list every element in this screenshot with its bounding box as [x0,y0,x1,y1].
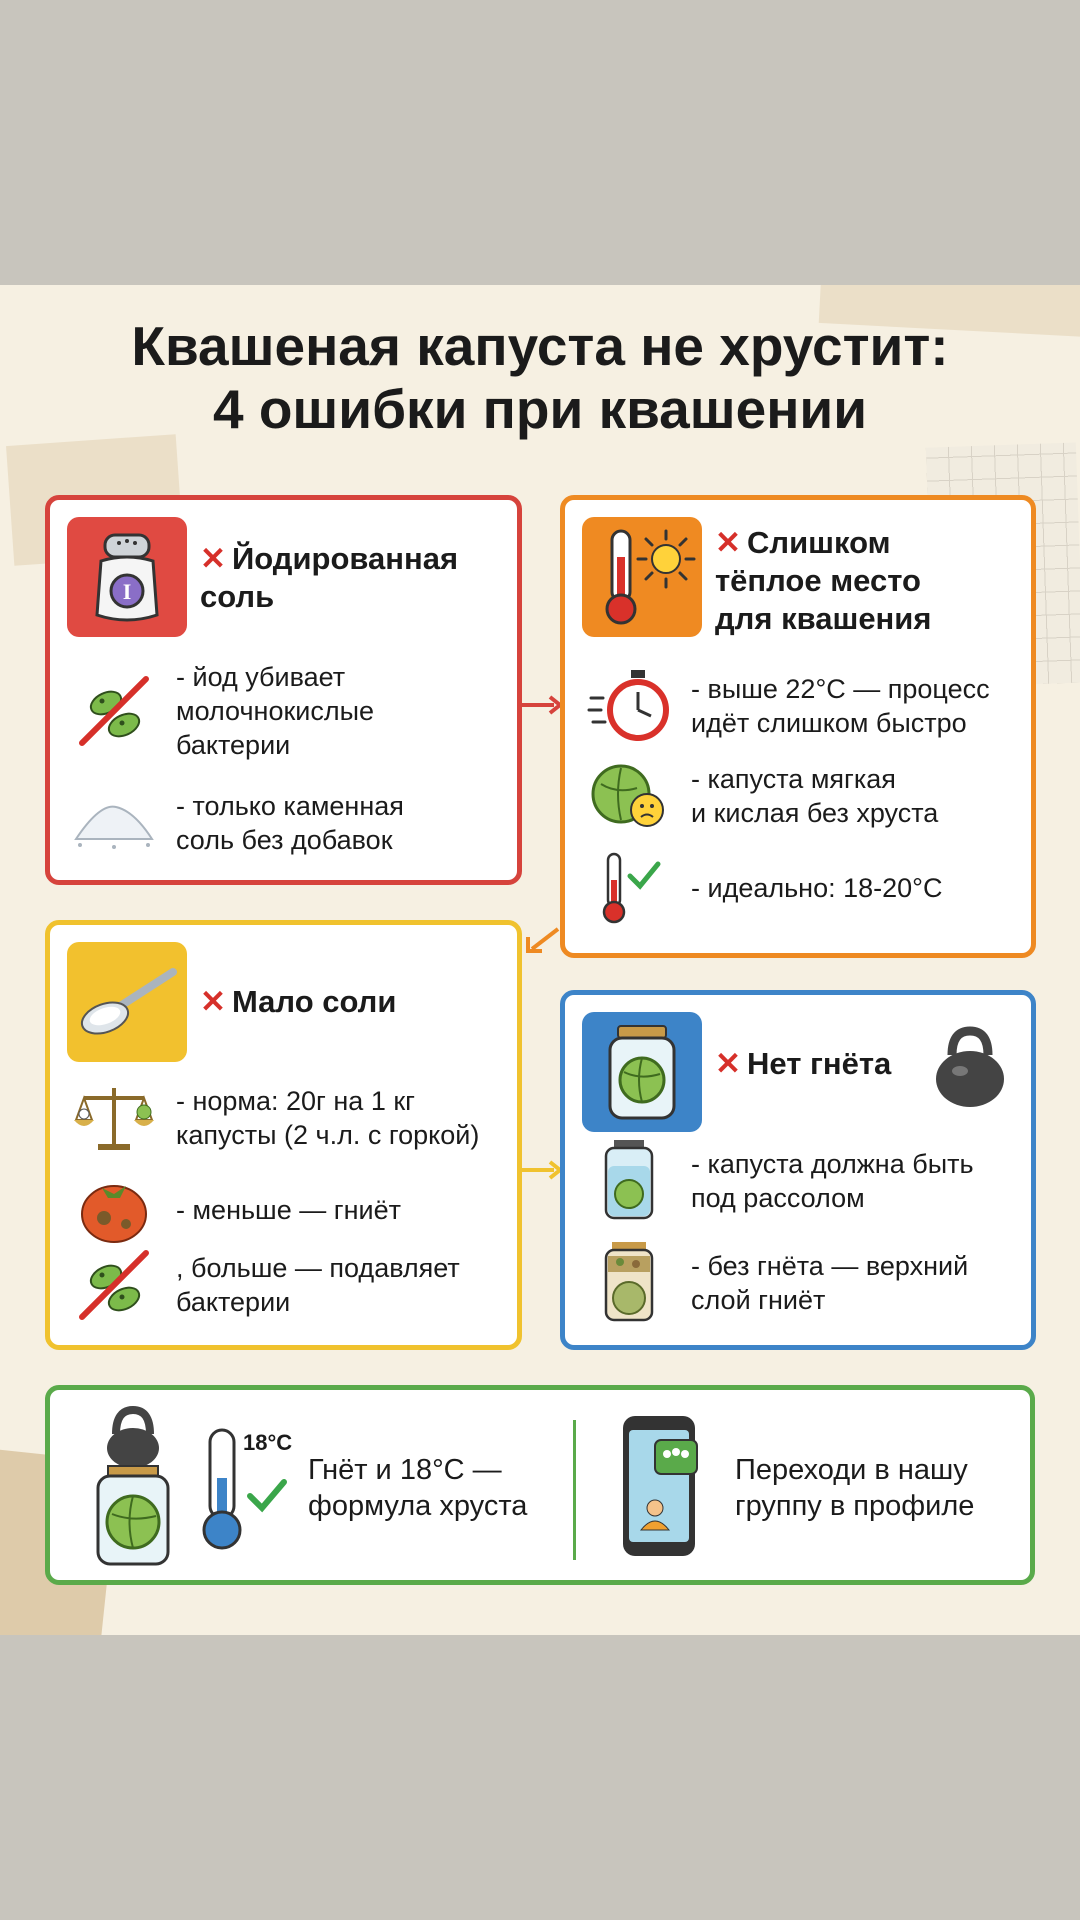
item-text [176,1193,401,1227]
list-item [585,1143,974,1219]
cross-icon: ✕ [200,541,226,576]
page-title [0,315,1080,441]
bacteria-crossed-icon [70,673,158,749]
cross-icon: ✕ [715,1046,741,1081]
card-heading [715,524,931,638]
item-line: - меньше — гниёт [176,1195,401,1225]
infographic-poster [0,285,1080,1635]
rotten-tomato-icon [70,1172,158,1248]
spoon-icon [67,942,187,1062]
card-little-salt [45,920,522,1350]
kettlebell-icon [930,1025,1010,1114]
formula-line: формула хруста [308,1490,528,1522]
title-line-2: 4 ошибки при квашении [212,378,868,440]
card-heading [200,540,458,616]
top-letterbox [0,0,1080,285]
kettlebell-jar-icon [88,1404,178,1574]
sad-cabbage-icon [585,758,673,834]
cta-line: Переходи в нашу [735,1454,968,1486]
cta-text[interactable] [735,1452,974,1524]
item-text [176,660,374,762]
heading-line-2: соль [200,579,275,614]
item-line: бактерии [176,1287,291,1317]
item-text [691,1249,968,1317]
item-line: - норма: 20г на 1 кг [176,1086,416,1116]
thermometer-sun-icon [582,517,702,637]
thermometer-check-icon [585,850,673,926]
list-item [585,758,938,834]
item-line: бактерии [176,730,291,760]
moldy-jar-icon [585,1245,673,1321]
item-text [691,762,938,830]
bottom-letterbox [0,1635,1080,1920]
footer-divider [573,1420,576,1560]
salt-shaker-icon [67,517,187,637]
list-item [70,660,374,762]
heading-line-1: Слишком [746,525,891,560]
item-line: - капуста мягкая [691,764,896,794]
list-item [585,668,990,744]
cross-icon: ✕ [200,984,226,1019]
item-line: - только каменная [176,791,404,821]
item-line: идёт слишком быстро [691,708,967,738]
salt-pile-icon [70,785,158,861]
temperature-badge: 18°C [243,1430,293,1455]
item-text [691,1147,974,1215]
list-item [585,850,942,926]
item-line: - капуста должна быть [691,1149,974,1179]
item-text [176,1251,460,1319]
heading-line-1: Нет гнёта [746,1046,892,1081]
list-item [70,1172,401,1248]
item-text [691,672,990,740]
item-text [176,1084,479,1152]
phone-group-icon[interactable] [615,1412,705,1567]
card-iodized-salt [45,495,522,885]
formula-line: Гнёт и 18°C — [308,1454,502,1486]
card-warm-place [560,495,1036,958]
heading-line-1: Мало соли [231,984,397,1019]
item-line: молочнокислые [176,696,375,726]
item-line: соль без добавок [176,825,393,855]
card-no-weight [560,990,1036,1350]
cross-icon: ✕ [715,525,741,560]
formula-text [308,1452,527,1524]
scales-icon [70,1080,158,1156]
item-line: - йод убивает [176,662,346,692]
item-text [691,871,942,905]
item-line: , больше — подавляет [176,1253,460,1283]
heading-line-1: Йодированная [231,541,459,576]
list-item [70,785,404,861]
item-line: - идеально: 18-20°C [691,873,943,903]
item-text [176,789,404,857]
item-line: слой гниёт [691,1285,826,1315]
heading-line-2: тёплое место [715,563,921,598]
cabbage-jar-icon [582,1012,702,1132]
jar-brine-icon [585,1143,673,1219]
svg-text:I: I [122,579,132,604]
item-line: и кислая без хруста [691,798,939,828]
list-item [70,1247,460,1323]
arrow-right-icon [520,693,564,717]
item-line: - выше 22°C — процесс [691,674,990,704]
list-item [585,1245,968,1321]
card-heading [715,1045,891,1083]
item-line: - без гнёта — верхний [691,1251,969,1281]
list-item [70,1080,479,1156]
footer-card [45,1385,1035,1585]
arrow-left-icon [522,925,562,955]
stopwatch-icon [585,668,673,744]
item-line: под рассолом [691,1183,865,1213]
heading-line-3: для квашения [715,601,932,636]
card-heading [200,983,396,1021]
bacteria-crossed-icon [70,1247,158,1323]
arrow-right-icon [520,1158,564,1182]
item-line: капусты (2 ч.л. с горкой) [176,1120,480,1150]
cta-line: группу в профиле [735,1490,975,1522]
title-line-1: Квашеная капуста не хрустит: [131,315,949,377]
